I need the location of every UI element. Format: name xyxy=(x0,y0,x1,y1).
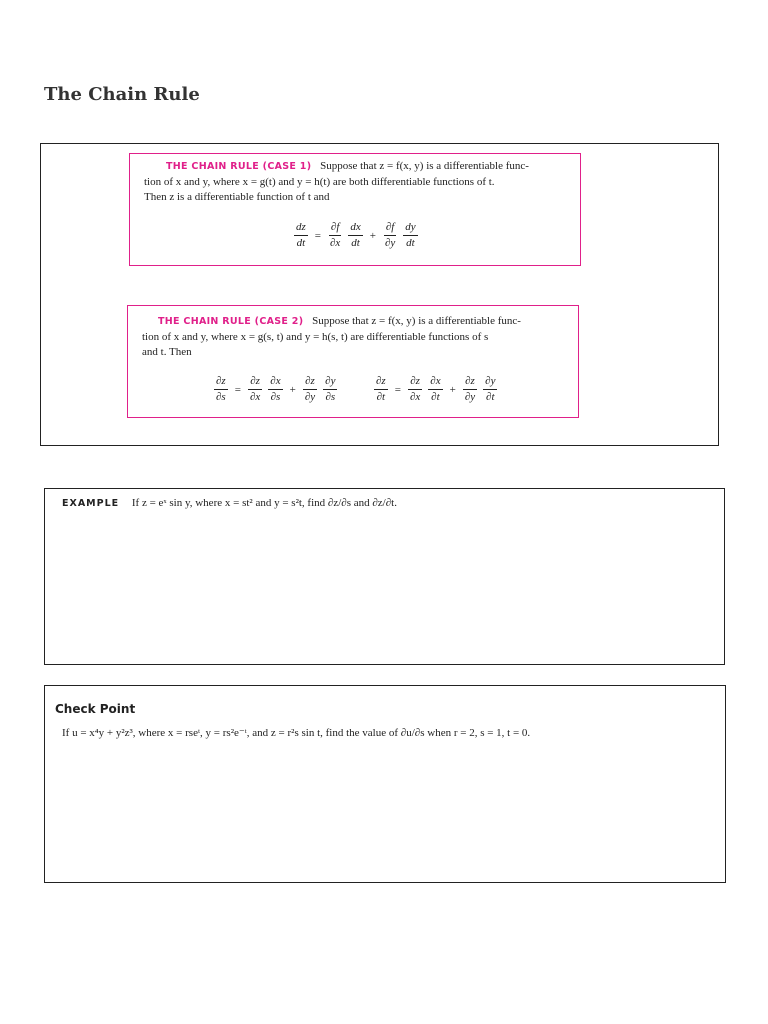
frac-dz-dt xyxy=(293,221,309,250)
page-title: The Chain Rule xyxy=(44,84,200,105)
equals-sign: = xyxy=(314,229,321,242)
case1-text-line2: tion of x and y, where x = g(t) and y = h(t) are both differentiable functions of t. xyxy=(144,175,495,188)
fraction-denominator: ∂y xyxy=(304,391,316,403)
chain-rule-case2-box xyxy=(127,305,579,418)
fraction-denominator: ∂t xyxy=(486,391,495,403)
fraction-denominator: dt xyxy=(351,237,360,249)
fraction-denominator: ∂y xyxy=(464,391,476,403)
case2-formula-t xyxy=(373,375,498,404)
fraction-numerator: ∂z xyxy=(248,375,262,390)
fraction-denominator: ∂s xyxy=(325,391,336,403)
fraction-numerator: ∂z xyxy=(214,375,228,390)
fraction-denominator: ∂x xyxy=(330,237,341,249)
case2-text-line3: and t. Then xyxy=(142,346,192,358)
frac-dx-dt xyxy=(347,221,363,250)
fraction-numerator: dx xyxy=(348,221,362,236)
frac-dz-dy xyxy=(462,375,478,404)
case1-title: THE CHAIN RULE (CASE 1) xyxy=(166,161,312,172)
fraction-numerator: ∂y xyxy=(483,375,497,390)
fraction-denominator: ∂y xyxy=(384,237,396,249)
plus-sign: + xyxy=(369,229,376,242)
frac-dz-ds xyxy=(213,375,229,404)
frac-dz-dx xyxy=(247,375,263,404)
fraction-denominator: dt xyxy=(406,237,415,249)
case1-line1 xyxy=(144,159,570,175)
fraction-denominator: ∂s xyxy=(270,391,281,403)
case1-text-line1: Suppose that z = f(x, y) is a differentiable func- xyxy=(320,160,529,172)
plus-sign: + xyxy=(449,383,456,396)
check-point-title: Check Point xyxy=(55,702,136,716)
fraction-numerator: dz xyxy=(294,221,308,236)
check-point-text: If u = x⁴y + y²z³, where x = rseᵗ, y = rs²e⁻ᵗ, and z = r²s sin t, find the value of ∂u/∂s when r = 2, s = 1, t = 0. xyxy=(62,727,531,739)
fraction-numerator: ∂z xyxy=(463,375,477,390)
example-box xyxy=(44,488,725,665)
frac-dy-ds xyxy=(322,375,338,404)
case2-formula-s xyxy=(213,375,338,404)
fraction-denominator: ∂x xyxy=(409,391,421,403)
fraction-denominator: ∂t xyxy=(376,391,386,403)
fraction-numerator: ∂x xyxy=(268,375,282,390)
case2-title: THE CHAIN RULE (CASE 2) xyxy=(158,316,304,327)
equals-sign: = xyxy=(394,383,401,396)
fraction-numerator: ∂z xyxy=(303,375,317,390)
frac-dz-dx xyxy=(407,375,423,404)
frac-dz-dt xyxy=(373,375,389,404)
case1-text-line3: Then z is a differentiable function of t and xyxy=(144,191,330,203)
fraction-numerator: dy xyxy=(403,221,417,236)
plus-sign: + xyxy=(289,383,296,396)
frac-dy-dt xyxy=(402,221,418,250)
case2-text-line2: tion of x and y, where x = g(s, t) and y = h(s, t) are differentiable functions of s xyxy=(142,330,489,343)
fraction-denominator: dt xyxy=(296,237,306,249)
fraction-denominator: ∂s xyxy=(216,391,226,403)
frac-dz-dy xyxy=(302,375,318,404)
fraction-denominator: ∂t xyxy=(431,391,440,403)
example-statement xyxy=(62,497,397,509)
example-tag: EXAMPLE xyxy=(62,498,120,509)
case1-formula xyxy=(293,221,419,250)
fraction-denominator: ∂x xyxy=(249,391,261,403)
frac-df-dx xyxy=(327,221,343,250)
fraction-numerator: ∂z xyxy=(408,375,422,390)
example-text: If z = eˣ sin y, where x = st² and y = s²t, find ∂z/∂s and ∂z/∂t. xyxy=(131,497,397,509)
case2-line1 xyxy=(142,314,568,330)
fraction-numerator: ∂y xyxy=(323,375,337,390)
fraction-numerator: ∂z xyxy=(374,375,388,390)
check-point-box xyxy=(44,685,726,883)
fraction-numerator: ∂x xyxy=(428,375,442,390)
frac-dx-dt xyxy=(427,375,443,404)
case2-text-line1: Suppose that z = f(x, y) is a differentiable func- xyxy=(312,315,521,327)
fraction-numerator: ∂f xyxy=(329,221,342,236)
frac-df-dy xyxy=(382,221,398,250)
frac-dy-dt xyxy=(482,375,498,404)
equals-sign: = xyxy=(234,383,241,396)
frac-dx-ds xyxy=(267,375,283,404)
fraction-numerator: ∂f xyxy=(384,221,397,236)
